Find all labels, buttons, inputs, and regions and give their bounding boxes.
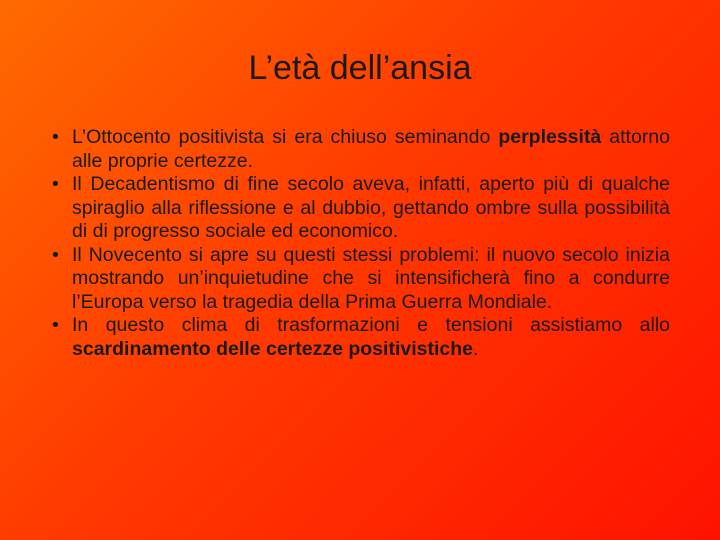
bullet-dot-icon: • [52,314,59,336]
bullet-dot-icon: • [52,243,59,266]
bullet-list [50,126,670,361]
bullet-text-bold: perplessità [498,126,602,148]
slide-title: L’età dell’ansia [248,49,472,87]
bullet-text-part: attorno alle proprie certezze. [72,126,670,172]
bullet-text-part: Il Decadentismo di fine secolo aveva, infatti, aperto più di qualche spiraglio alla riflessione e al dubbio, gettando ombre sulla possibilità di di progresso sociale ed economico. [72,173,670,242]
bullet-text-bold: scardinamento delle certezze positivistiche [72,337,473,360]
bullet-dot-icon: • [52,126,59,148]
bullet-item [50,244,670,315]
bullet-text-part: In questo clima di trasformazioni e tensioni assistiamo allo [72,314,670,336]
bullet-text-part: L’Ottocento positivista si era chiuso seminando [72,126,499,148]
bullet-item [50,314,670,361]
bullet-dot-icon: • [52,173,59,195]
bullet-item [50,126,670,173]
bullet-text-part: . [472,337,479,360]
bullet-item [50,173,670,244]
bullet-text-part: Il Novecento si apre su questi stessi problemi: il nuovo secolo inizia mostrando un’inquietudine che si intensificherà fino a condurre l’Europa verso la tragedia della Prima Guerra Mondiale. [72,243,670,313]
